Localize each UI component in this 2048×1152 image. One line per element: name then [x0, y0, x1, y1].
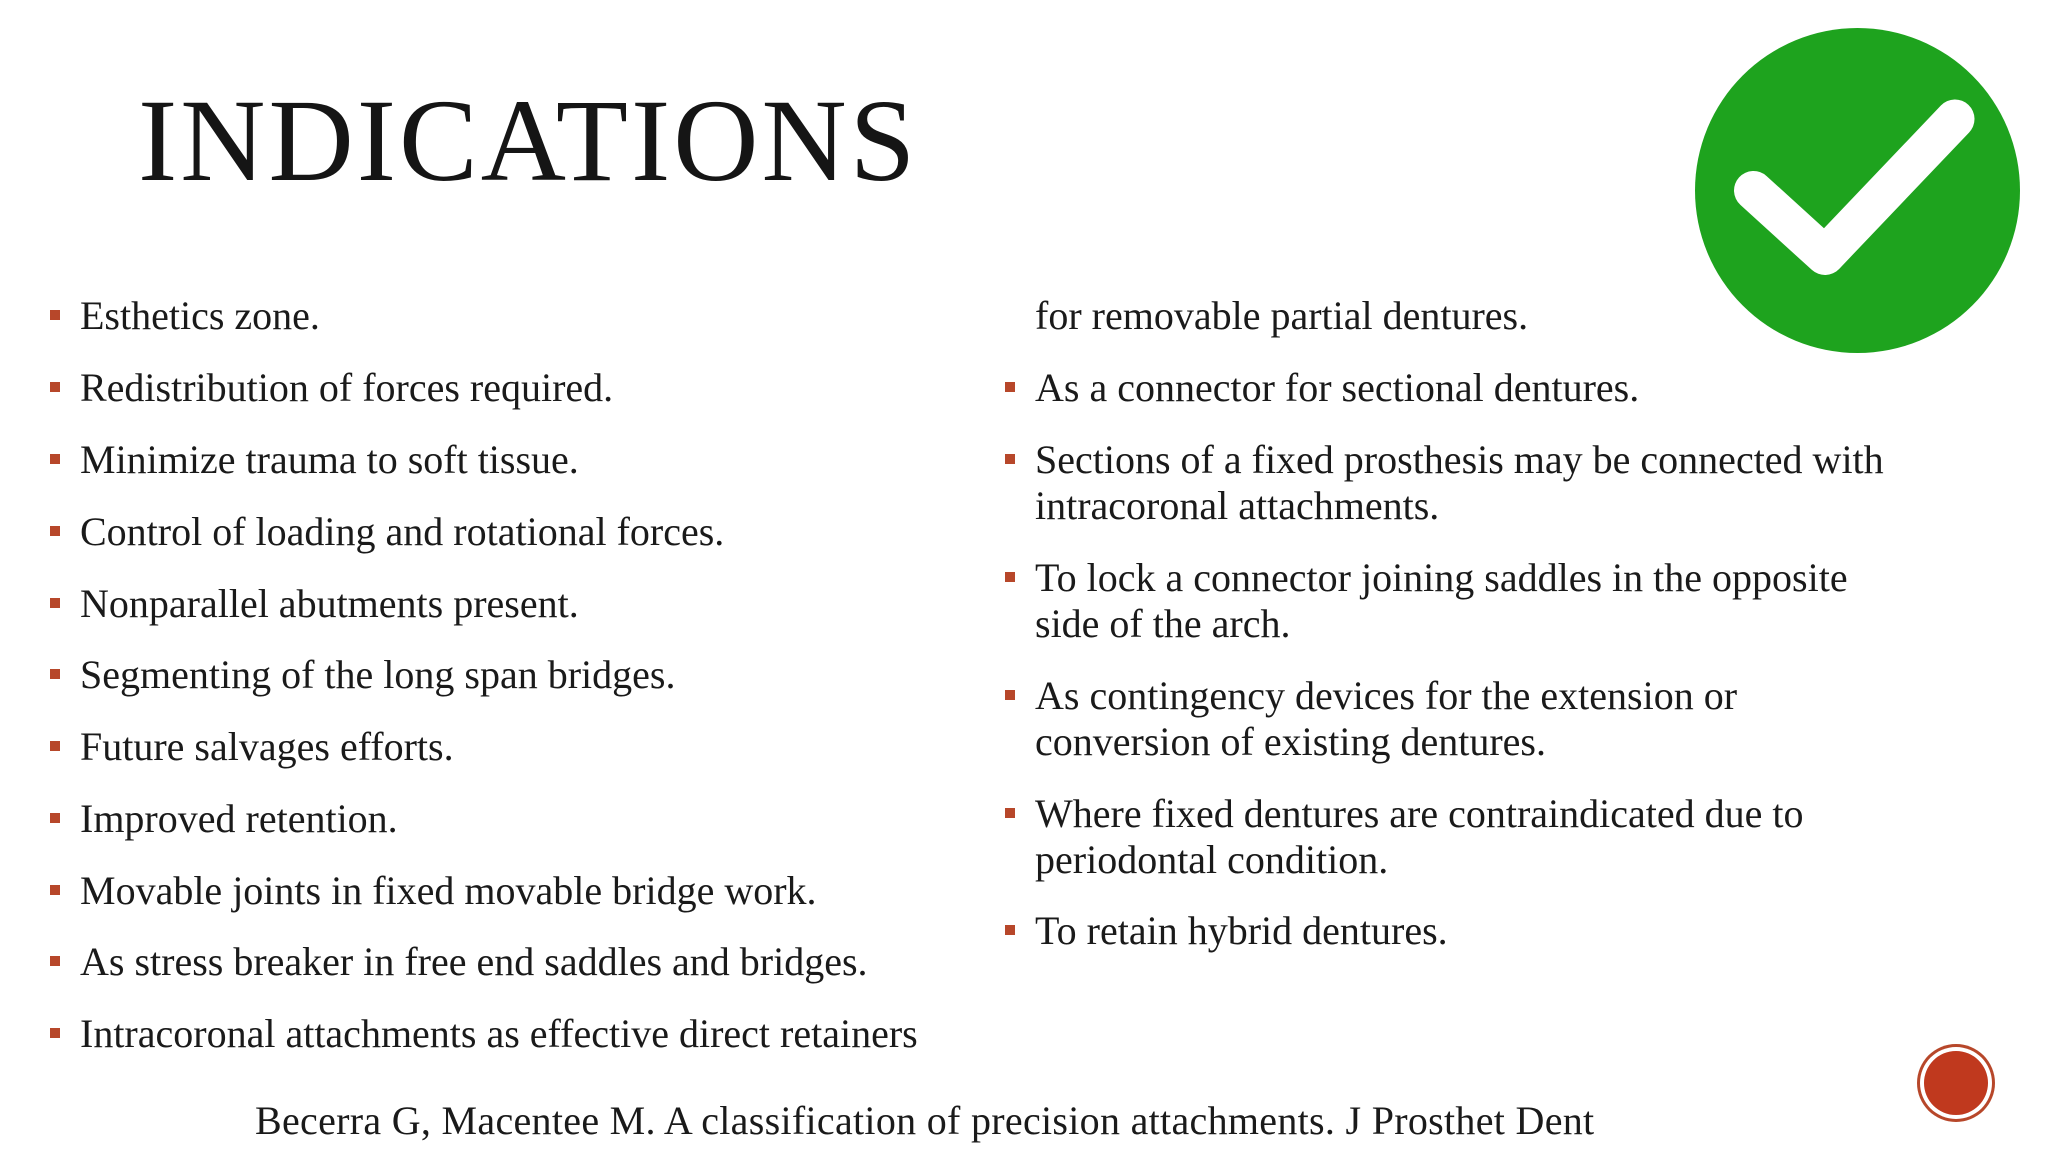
list-item-text: Sections of a fixed prosthesis may be connected with — [1035, 437, 1884, 482]
list-item-text: As stress breaker in free end saddles and bridges. — [80, 939, 868, 984]
list-item — [50, 293, 320, 339]
list-item-text: Minimize trauma to soft tissue. — [80, 437, 579, 482]
list-item — [50, 581, 579, 627]
list-item-text: Movable joints in fixed movable bridge work. — [80, 868, 817, 913]
list-item-continuation — [1005, 293, 1528, 339]
list-item-text: Future salvages efforts. — [80, 724, 454, 769]
list-item — [50, 509, 724, 555]
slide-title: INDICATIONS — [138, 75, 919, 206]
list-item-text: intracoronal attachments. — [1035, 483, 1440, 528]
bullet-marker — [50, 741, 60, 751]
bullet-marker — [50, 956, 60, 966]
list-item — [1005, 791, 1804, 883]
list-item-text: To lock a connector joining saddles in the opposite — [1035, 555, 1848, 600]
list-item-text: periodontal condition. — [1035, 837, 1389, 882]
list-item — [1005, 437, 1884, 529]
bullet-marker — [50, 669, 60, 679]
list-item — [1005, 908, 1448, 954]
list-item-text: for removable partial dentures. — [1035, 293, 1529, 338]
list-item-text: Control of loading and rotational forces. — [80, 509, 725, 554]
list-item — [50, 796, 398, 842]
list-item — [50, 652, 675, 698]
bullet-marker — [1005, 454, 1015, 464]
bullet-marker — [1005, 925, 1015, 935]
list-item-text: conversion of existing dentures. — [1035, 719, 1546, 764]
list-item-text: Improved retention. — [80, 796, 398, 841]
list-item-text: Intracoronal attachments as effective direct retainers — [80, 1011, 918, 1056]
list-item-text: Esthetics zone. — [80, 293, 320, 338]
list-item — [50, 365, 613, 411]
list-item — [1005, 365, 1639, 411]
bullet-marker — [50, 454, 60, 464]
list-item-text: Where fixed dentures are contraindicated due to — [1035, 791, 1804, 836]
bullet-marker — [50, 885, 60, 895]
check-circle-icon — [1695, 28, 2020, 353]
bullet-marker — [50, 310, 60, 320]
list-item-text: To retain hybrid dentures. — [1035, 908, 1448, 953]
slide-nav-button[interactable] — [1920, 1047, 1992, 1119]
bullet-marker — [50, 526, 60, 536]
list-item-text: Nonparallel abutments present. — [80, 581, 579, 626]
list-item — [1005, 555, 1848, 647]
list-item-text: As contingency devices for the extension or — [1035, 673, 1738, 718]
bullet-marker — [1005, 808, 1015, 818]
list-item — [50, 868, 817, 914]
list-item — [1005, 673, 1737, 765]
bullet-marker — [50, 382, 60, 392]
bullet-marker — [1005, 690, 1015, 700]
bullet-marker — [1005, 572, 1015, 582]
list-item-text: Segmenting of the long span bridges. — [80, 652, 676, 697]
list-item-text: Redistribution of forces required. — [80, 365, 614, 410]
bullet-marker — [50, 813, 60, 823]
bullet-marker — [50, 598, 60, 608]
list-item — [50, 939, 868, 985]
bullet-marker — [1005, 382, 1015, 392]
list-item — [50, 724, 454, 770]
bullet-marker — [50, 1028, 60, 1038]
list-item-text: side of the arch. — [1035, 601, 1291, 646]
reference-citation: Becerra G, Macentee M. A classification of precision attachments. J Prosthet Dent — [255, 1098, 1595, 1143]
list-item-text: As a connector for sectional dentures. — [1035, 365, 1640, 410]
list-item — [50, 1011, 918, 1057]
list-item — [50, 437, 579, 483]
